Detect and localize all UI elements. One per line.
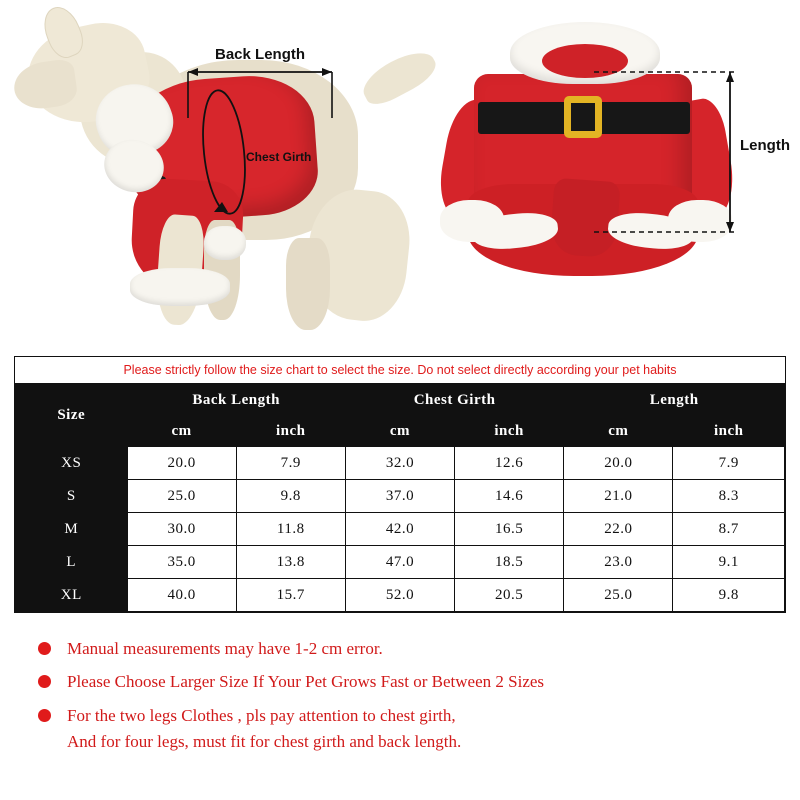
mannequin-tail — [357, 44, 442, 111]
cell-length-inch: 8.7 — [673, 513, 785, 546]
cell-chest-cm: 52.0 — [345, 579, 454, 612]
size-chart-notice: Please strictly follow the size chart to select the size. Do not select directly according your pet habits — [15, 357, 785, 384]
cell-chest-inch: 18.5 — [455, 546, 564, 579]
garment-neck-opening — [542, 44, 628, 78]
table-row — [16, 447, 785, 480]
note-text: Manual measurements may have 1-2 cm error. — [67, 639, 383, 658]
cell-back-cm: 35.0 — [127, 546, 236, 579]
label-length: Length — [740, 137, 790, 154]
cell-back-cm: 25.0 — [127, 480, 236, 513]
cell-size: M — [16, 513, 128, 546]
cell-back-cm: 40.0 — [127, 579, 236, 612]
cell-length-inch: 7.9 — [673, 447, 785, 480]
garment-center-fold — [549, 178, 620, 258]
bullet-icon — [38, 675, 51, 688]
cell-chest-cm: 37.0 — [345, 480, 454, 513]
bullet-icon — [38, 642, 51, 655]
bullet-icon — [38, 709, 51, 722]
cell-length-cm: 25.0 — [564, 579, 673, 612]
garment-fur-cuff-left — [440, 200, 504, 242]
header-chest-cm: cm — [345, 416, 454, 447]
cell-back-cm: 20.0 — [127, 447, 236, 480]
list-item — [30, 636, 770, 662]
table-unit-header-row — [16, 416, 785, 447]
cell-length-cm: 23.0 — [564, 546, 673, 579]
table-row — [16, 480, 785, 513]
table-row — [16, 513, 785, 546]
illustration-area — [0, 0, 800, 352]
cell-length-inch: 8.3 — [673, 480, 785, 513]
cell-size: XS — [16, 447, 128, 480]
header-length-inch: inch — [673, 416, 785, 447]
cell-size: XL — [16, 579, 128, 612]
note-text: For the two legs Clothes , pls pay attention to chest girth, — [67, 705, 456, 725]
cell-back-inch: 11.8 — [236, 513, 345, 546]
cell-chest-inch: 20.5 — [455, 579, 564, 612]
size-chart-table — [15, 384, 785, 612]
cell-chest-cm: 32.0 — [345, 447, 454, 480]
table-group-header-row — [16, 385, 785, 416]
header-size: Size — [16, 385, 128, 447]
header-length-cm: cm — [564, 416, 673, 447]
mannequin-hind-leg-2 — [286, 238, 330, 330]
cell-chest-inch: 12.6 — [455, 447, 564, 480]
cell-back-inch: 9.8 — [236, 480, 345, 513]
cell-chest-cm: 47.0 — [345, 546, 454, 579]
table-row — [16, 546, 785, 579]
cell-chest-inch: 16.5 — [455, 513, 564, 546]
notes-list — [30, 636, 770, 762]
header-length: Length — [564, 385, 785, 416]
cell-chest-cm: 42.0 — [345, 513, 454, 546]
cell-back-inch: 13.8 — [236, 546, 345, 579]
header-back-cm: cm — [127, 416, 236, 447]
header-chest-inch: inch — [455, 416, 564, 447]
cell-length-inch: 9.8 — [673, 579, 785, 612]
cell-length-inch: 9.1 — [673, 546, 785, 579]
size-chart-table-block — [14, 356, 786, 613]
garment-buckle-icon — [564, 96, 602, 138]
cell-length-cm: 22.0 — [564, 513, 673, 546]
header-chest-girth: Chest Girth — [345, 385, 563, 416]
header-back-length: Back Length — [127, 385, 345, 416]
table-row — [16, 579, 785, 612]
garment-photo — [432, 4, 742, 334]
list-item — [30, 703, 770, 756]
dog-coat-fur-cuff — [204, 226, 246, 260]
label-back-length: Back Length — [215, 46, 306, 63]
cell-back-inch: 15.7 — [236, 579, 345, 612]
cell-size: L — [16, 546, 128, 579]
cell-length-cm: 20.0 — [564, 447, 673, 480]
cell-back-inch: 7.9 — [236, 447, 345, 480]
list-item — [30, 669, 770, 695]
dog-coat-fur-hem — [130, 268, 230, 306]
header-back-inch: inch — [236, 416, 345, 447]
cell-size: S — [16, 480, 128, 513]
note-text-continuation: And for four legs, must fit for chest girth and back length. — [67, 732, 462, 752]
note-text: Please Choose Larger Size If Your Pet Grows Fast or Between 2 Sizes — [67, 672, 545, 692]
cell-length-cm: 21.0 — [564, 480, 673, 513]
garment-fur-cuff-right — [668, 200, 732, 242]
cell-chest-inch: 14.6 — [455, 480, 564, 513]
cell-back-cm: 30.0 — [127, 513, 236, 546]
label-chest-girth: Chest Girth — [246, 150, 312, 164]
